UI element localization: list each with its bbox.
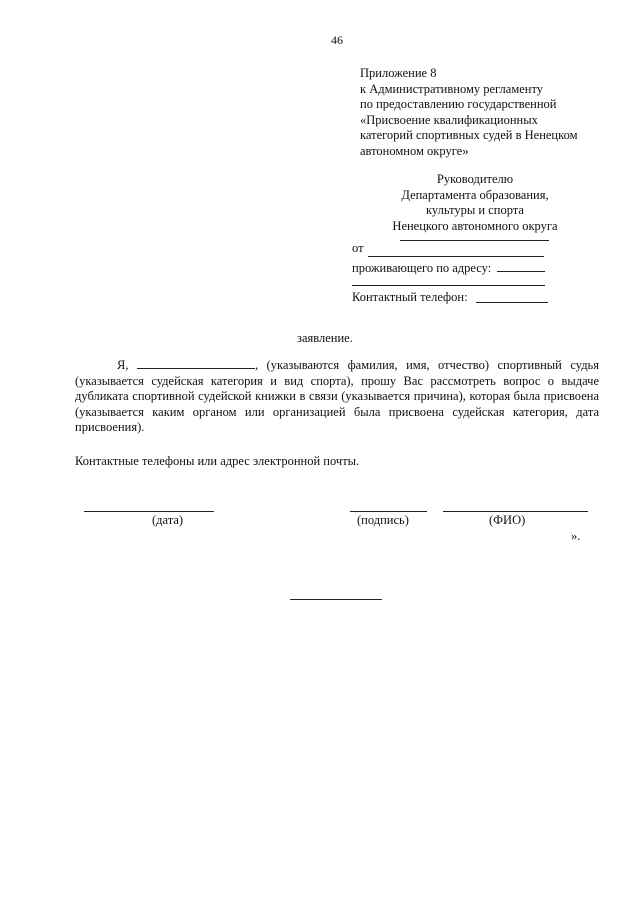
signature-label: (подпись) <box>357 513 409 527</box>
fio-blank-line <box>137 358 255 369</box>
page-number: 46 <box>331 33 343 47</box>
contacts-line: Контактные телефоны или адрес электронной почты. <box>75 454 360 468</box>
fio-label: (ФИО) <box>489 513 526 527</box>
addressee-line: Департамента образования, <box>401 187 549 202</box>
from-label: от <box>352 241 364 255</box>
address-extra-line <box>352 285 545 286</box>
phone-blank-line <box>476 302 548 303</box>
addressee-line: Ненецкого автономного округа <box>392 218 558 233</box>
appendix-line: автономном округе» <box>360 143 469 158</box>
addressee-line: Руководителю <box>436 172 514 186</box>
statement-text: , (указываются фамилия, имя, отчество) спортивный судья (указывается судейская категория и вид спорта), прошу Вас рассмотреть вопрос о выдаче дубликата спортивной судейской книжки в связи (указывается причина), которая была присвоена (указывается каким органом или организацией была присвоена судейская категория, дата присвоения). <box>75 358 600 434</box>
name-blank-line <box>400 240 549 241</box>
document-title: заявление. <box>297 331 353 345</box>
from-blank-line <box>368 256 544 257</box>
appendix-line: категорий спортивных судей в Ненецком <box>360 128 578 142</box>
address-blank-line <box>497 271 545 272</box>
statement-start: Я, <box>117 358 129 372</box>
addressee-block <box>370 172 580 234</box>
end-divider <box>290 599 382 600</box>
appendix-line: «Присвоение квалификационных <box>360 112 538 127</box>
address-label: проживающего по адресу: <box>352 261 492 275</box>
phone-label: Контактный телефон: <box>352 290 468 304</box>
appendix-line: Приложение 8 <box>360 66 437 80</box>
fio-signature-blank-line <box>443 511 588 512</box>
appendix-line: по предоставлению государственной <box>360 97 557 111</box>
appendix-line: к Административному регламенту <box>360 81 544 96</box>
signature-blank-line <box>350 511 427 512</box>
date-label: (дата) <box>152 513 184 527</box>
addressee-line: культуры и спорта <box>426 203 524 217</box>
statement-body <box>75 358 599 436</box>
closing-quote: ». <box>571 529 581 543</box>
date-blank-line <box>84 511 214 512</box>
appendix-header <box>360 66 578 159</box>
